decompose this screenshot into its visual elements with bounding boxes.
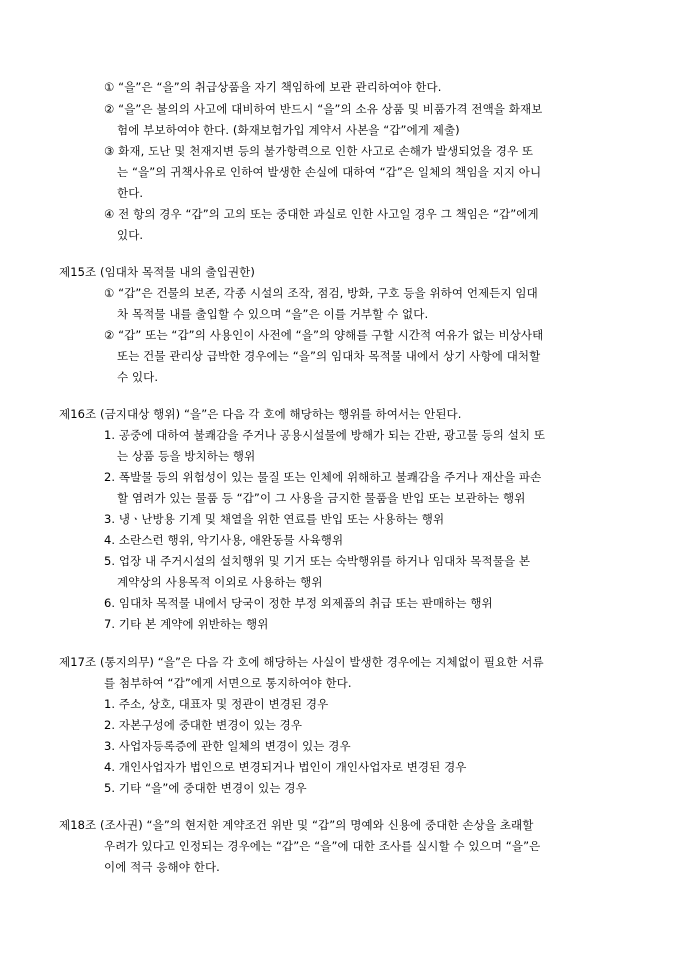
intro-item-2-line-1: ② “을”은 불의의 사고에 대비하여 반드시 “을”의 소유 상품 및 비품가격 전액을 화재보	[104, 102, 543, 116]
article-17-heading: 제17조 (통지의무) “을”은 다음 각 호에 해당하는 사실이 발생한 경우에는 지체없이 필요한 서류	[59, 655, 544, 669]
article-17-heading-cont: 를 첨부하여 “갑”에게 서면으로 통지하여야 한다.	[104, 676, 352, 690]
intro-item-4-line-2: 있다.	[117, 228, 144, 242]
article-16-item-2-line-2: 할 염려가 있는 물품 등 “갑”이 그 사용을 금지한 물품을 반입 또는 보관하는 행위	[117, 491, 526, 505]
article-16-item-5-line-2: 계약상의 사용목적 이외로 사용하는 행위	[117, 575, 323, 589]
intro-item-3-line-1: ③ 화재, 도난 및 천재지변 등의 불가항력으로 인한 사고로 손해가 발생되었을 경우 또	[104, 144, 534, 158]
article-17-item-4: 4. 개인사업자가 법인으로 변경되거나 법인이 개인사업자로 변경된 경우	[104, 760, 467, 774]
article-15-item-2-line-3: 수 있다.	[117, 370, 159, 384]
article-18-line-1: 제18조 (조사권) “을”의 현저한 계약조건 위반 및 “갑”의 명예와 신용에 중대한 손상을 초래할	[59, 818, 534, 832]
article-17-item-5: 5. 기타 “을”에 중대한 변경이 있는 경우	[104, 781, 307, 795]
article-16-item-1-line-1: 1. 공중에 대하여 불쾌감을 주거나 공용시설물에 방해가 되는 간판, 광고물 등의 설치 또	[104, 428, 546, 442]
intro-item-2-line-2: 험에 부보하여야 한다. (화재보험가입 계약서 사본을 “갑”에게 제출)	[117, 123, 460, 137]
article-18-line-3: 이에 적극 응해야 한다.	[104, 860, 220, 874]
article-15-item-2-line-1: ② “갑” 또는 “갑”의 사용인이 사전에 “을”의 양해를 구할 시간적 여유가 없는 비상사태	[104, 328, 544, 342]
article-15-item-1-line-2: 차 목적물 내를 출입할 수 있으며 “을”은 이를 거부할 수 없다.	[117, 307, 429, 321]
article-16-item-5-line-1: 5. 업장 내 주거시설의 설치행위 및 기거 또는 숙박행위를 하거나 임대차 목적물을 본	[104, 554, 531, 568]
intro-item-3-line-2: 는 “을”의 귀책사유로 인하여 발생한 손실에 대하여 “갑”은 일체의 책임을 지지 아니	[117, 165, 542, 179]
intro-item-4-line-1: ④ 전 항의 경우 “갑”의 고의 또는 중대한 과실로 인한 사고일 경우 그 책임은 “갑”에게	[104, 207, 539, 221]
article-16-item-2-line-1: 2. 폭발물 등의 위험성이 있는 물질 또는 인체에 위해하고 불쾌감을 주거나 재산을 파손	[104, 470, 542, 484]
article-16-item-4: 4. 소란스런 행위, 악기사용, 애완동물 사육행위	[104, 533, 344, 547]
article-18-line-2: 우려가 있다고 인정되는 경우에는 “갑”은 “을”에 대한 조사를 실시할 수 있으며 “을”은	[104, 839, 541, 853]
article-15-heading: 제15조 (임대차 목적물 내의 출입권한)	[59, 265, 255, 279]
article-16-item-6: 6. 임대차 목적물 내에서 당국이 정한 부정 외제품의 취급 또는 판매하는 행위	[104, 596, 493, 610]
article-16-item-1-line-2: 는 상품 등을 방치하는 행위	[117, 449, 256, 463]
article-17-item-1: 1. 주소, 상호, 대표자 및 정관이 변경된 경우	[104, 697, 329, 711]
article-16-item-7: 7. 기타 본 계약에 위반하는 행위	[104, 617, 269, 631]
article-16-heading: 제16조 (금지대상 행위) “을”은 다음 각 호에 해당하는 행위를 하여서는 안된다.	[59, 407, 462, 421]
article-15-item-1-line-1: ① “갑”은 건물의 보존, 각종 시설의 조작, 점검, 방화, 구호 등을 위하여 언제든지 임대	[104, 286, 538, 300]
article-17-item-2: 2. 자본구성에 중대한 변경이 있는 경우	[104, 718, 303, 732]
article-16-item-3: 3. 냉ㆍ난방용 기계 및 채열을 위한 연료를 반입 또는 사용하는 행위	[104, 512, 445, 526]
article-17-item-3: 3. 사업자등록증에 관한 일체의 변경이 있는 경우	[104, 739, 351, 753]
intro-item-1-line-1: ① “을”은 “을”의 취급상품을 자기 책임하에 보관 관리하여야 한다.	[104, 80, 442, 94]
intro-item-3-line-3: 한다.	[117, 186, 144, 200]
article-15-item-2-line-2: 또는 건물 관리상 급박한 경우에는 “을”의 임대차 목적물 내에서 상기 사항에 대처할	[117, 349, 541, 363]
